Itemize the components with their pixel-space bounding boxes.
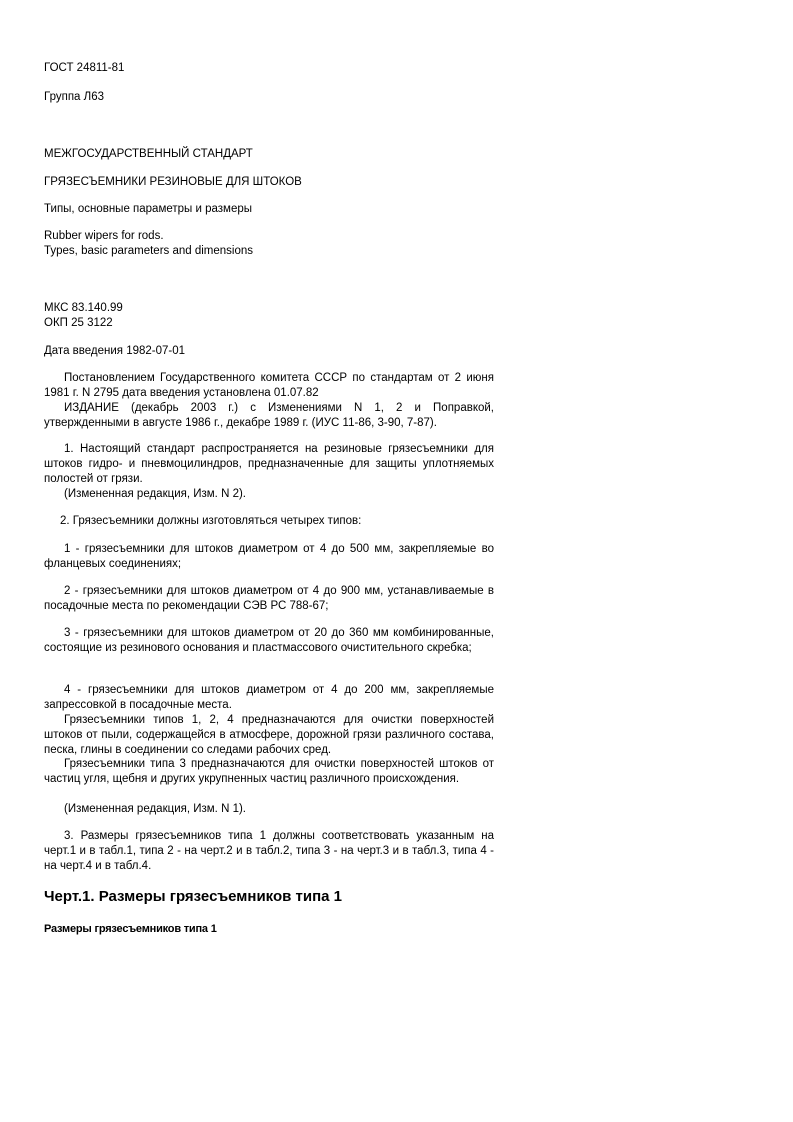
- figure-heading: Черт.1. Размеры грязесъемников типа 1: [44, 888, 343, 905]
- standard-type: МЕЖГОСУДАРСТВЕННЫЙ СТАНДАРТ: [44, 148, 253, 160]
- purpose-types-124: Грязесъемники типов 1, 2, 4 предназначаются для очистки поверхностей штоков от пыли, содержащейся в атмосфере, дорожной грязи различного состава, песка, глины в соединении со следами рабочих сред.: [44, 714, 494, 756]
- figure-caption: Размеры грязесъемников типа 1: [44, 923, 217, 935]
- type-1-item: 1 - грязесъемники для штоков диаметром от 4 до 500 мм, закрепляемые во фланцевых соединениях;: [44, 543, 494, 570]
- purpose-type-3: Грязесъемники типа 3 предназначаются для очистки поверхностей штоков от частиц угля, щебня и других укрупненных частиц различного происхождения.: [44, 758, 494, 785]
- clause-3: 3. Размеры грязесъемников типа 1 должны соответствовать указанным на черт.1 и в табл.1, типа 2 - на черт.2 и в табл.2, типа 3 - на черт.3 и в табл.3, типа 4 - на черт.4 и в табл.4.: [44, 830, 494, 872]
- edition-paragraph: ИЗДАНИЕ (декабрь 2003 г.) с Изменениями N 1, 2 и Поправкой, утвержденными в августе 1986 г., декабре 1989 г. (ИУС 11-86, 3-90, 7-87).: [44, 402, 494, 429]
- standard-subtitle: Типы, основные параметры и размеры: [44, 203, 253, 215]
- title-english-2: Types, basic parameters and dimensions: [44, 245, 254, 257]
- mks-code: МКС 83.140.99: [44, 302, 123, 314]
- type-4-item: 4 - грязесъемники для штоков диаметром от 4 до 200 мм, закрепляемые запрессовкой в посадочные места.: [44, 684, 494, 711]
- title-english-1: Rubber wipers for rods.: [44, 230, 164, 242]
- clause-1-note: (Измененная редакция, Изм. N 2).: [64, 488, 246, 500]
- clause-1: 1. Настоящий стандарт распространяется на резиновые грязесъемники для штоков гидро- и пневмоцилиндров, предназначенные для защиты уплотняемых полостей от грязи.: [44, 443, 494, 485]
- type-3-item: 3 - грязесъемники для штоков диаметром от 20 до 360 мм комбинированные, состоящие из резинового основания и пластмассового очистительного скребка;: [44, 627, 494, 654]
- gost-number: ГОСТ 24811-81: [44, 62, 125, 74]
- resolution-paragraph: Постановлением Государственного комитета СССР по стандартам от 2 июня 1981 г. N 2795 дата введения установлена 01.07.82: [44, 372, 494, 399]
- type-2-item: 2 - грязесъемники для штоков диаметром от 4 до 900 мм, устанавливаемые в посадочные места по рекомендации СЭВ РС 788-67;: [44, 585, 494, 612]
- clause-2: 2. Грязесъемники должны изготовляться четырех типов:: [60, 515, 362, 527]
- clause-2-note: (Измененная редакция, Изм. N 1).: [64, 803, 246, 815]
- group-code: Группа Л63: [44, 91, 104, 103]
- intro-date: Дата введения 1982-07-01: [44, 345, 186, 357]
- okp-code: ОКП 25 3122: [44, 317, 113, 329]
- standard-title: ГРЯЗЕСЪЕМНИКИ РЕЗИНОВЫЕ ДЛЯ ШТОКОВ: [44, 176, 302, 188]
